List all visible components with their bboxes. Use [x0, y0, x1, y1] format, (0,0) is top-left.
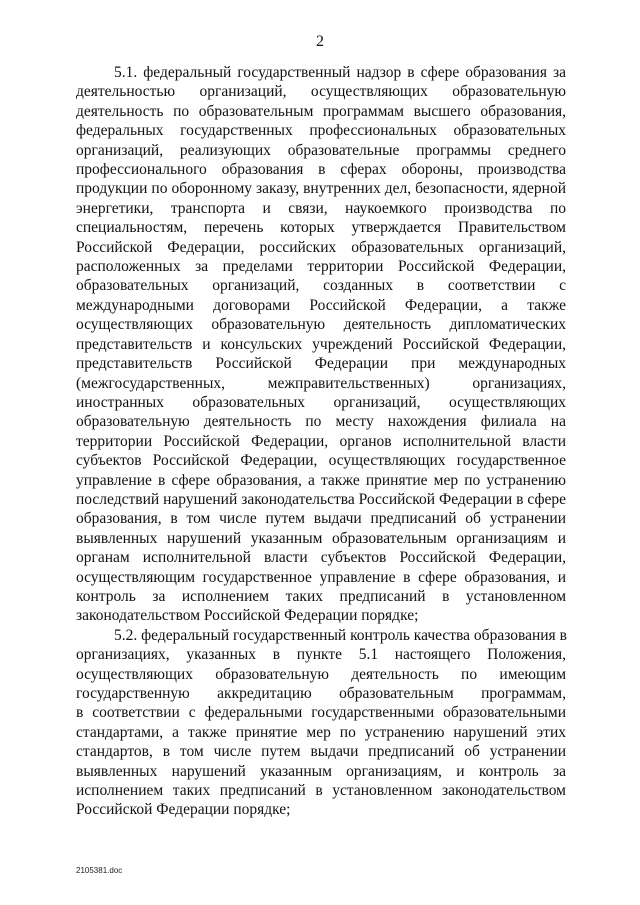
text-line: территории Российской Федерации, органов исполнительной власти — [76, 432, 566, 450]
text-line: стандартов, в том числе путем выдачи предписаний об устранении — [76, 743, 566, 761]
text-line: образовательных организаций, созданных в соответствии с — [76, 277, 566, 295]
text-line: Российской Федерации, российских образовательных организаций, — [76, 238, 566, 256]
text-line: стандартами, а также принятие мер по устранению нарушений этих — [76, 723, 566, 741]
text-line: профессионального образования в сферах обороны, производства — [76, 161, 566, 179]
text-line: последствий нарушений законодательства Российской Федерации в сфере — [76, 490, 566, 508]
text-line: специальностям, перечень которых утверждается Правительством — [76, 219, 566, 237]
text-line: выявленных нарушений указанным организациям, и контроль за — [76, 762, 566, 780]
text-line: законодательством Российской Федерации порядке; — [76, 607, 419, 625]
file-name-footer: 2105381.doc — [76, 866, 123, 875]
text-line: осуществляющих образовательную деятельность по имеющим — [76, 665, 566, 683]
text-line: представительств и консульских учреждений Российской Федерации, — [76, 335, 566, 353]
text-line: субъектов Российской Федерации, осуществляющих государственное — [76, 452, 566, 470]
page-number: 2 — [316, 33, 324, 50]
text-line: организаций, реализующих образовательные программы среднего — [76, 141, 566, 159]
text-line: в соответствии с федеральными государственными образовательными — [76, 704, 566, 722]
text-line: федеральных государственных профессиональных образовательных — [76, 122, 566, 140]
text-line: 5.2. федеральный государственный контроль качества образования в — [114, 626, 567, 644]
text-line: осуществляющим государственное управление в сфере образования, и — [76, 568, 566, 586]
text-line: международными договорами Российской Федерации, а также — [76, 296, 566, 314]
text-line: образования, в том числе путем выдачи предписаний об устранении — [76, 510, 566, 528]
text-line: энергетики, транспорта и связи, наукоемкого производства по — [76, 199, 566, 217]
text-line: деятельность по образовательным программам высшего образования, — [76, 102, 566, 120]
text-line: образовательную деятельность по месту нахождения филиала на — [76, 413, 566, 431]
text-line: государственную аккредитацию образовательным программам, — [76, 685, 566, 702]
text-line: 5.1. федеральный государственный надзор в сфере образования за — [114, 64, 566, 81]
text-line: исполнением таких предписаний в установленном законодательством — [76, 782, 566, 800]
text-line: контроль за исполнением таких предписаний в установленном — [76, 587, 566, 605]
paragraph-5-2 — [76, 626, 566, 820]
text-line: управление в сфере образования, а также принятие мер по устранению — [76, 471, 566, 489]
text-line: деятельностью организаций, осуществляющих образовательную — [76, 83, 566, 101]
text-line: продукции по оборонному заказу, внутренних дел, безопасности, ядерной — [76, 180, 566, 198]
text-line: расположенных за пределами территории Российской Федерации, — [76, 258, 566, 276]
text-line: (межгосударственных, межправительственных) организациях, — [76, 374, 566, 392]
text-line: Российской Федерации порядке; — [76, 801, 291, 819]
text-line: иностранных образовательных организаций, осуществляющих — [76, 393, 566, 411]
text-line: организациях, указанных в пункте 5.1 настоящего Положения, — [76, 646, 566, 664]
document-body — [76, 63, 566, 820]
text-line: выявленных нарушений указанным образовательным организациям и — [76, 529, 566, 547]
text-line: осуществляющих образовательную деятельность дипломатических — [76, 316, 566, 334]
paragraph-5-1 — [76, 63, 566, 626]
text-line: представительств Российской Федерации при международных — [76, 355, 566, 373]
text-line: органам исполнительной власти субъектов Российской Федерации, — [76, 549, 566, 567]
